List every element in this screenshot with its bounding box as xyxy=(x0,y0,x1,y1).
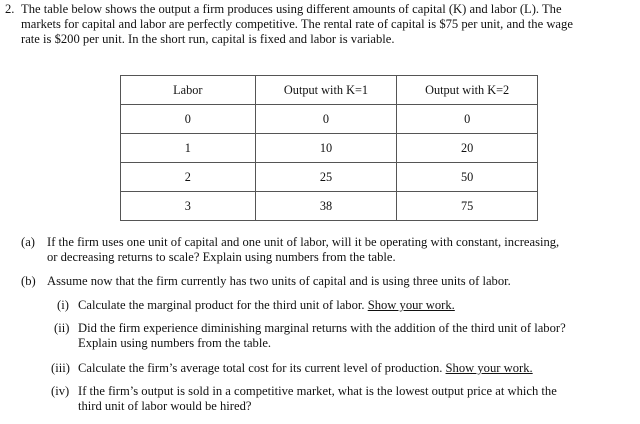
cell-output-k1: 10 xyxy=(255,134,397,163)
output-table xyxy=(120,75,538,221)
part-a-line: or decreasing returns to scale? Explain using numbers from the table. xyxy=(47,250,396,264)
cell-labor: 0 xyxy=(121,105,256,134)
subpart-i-label: (i) xyxy=(57,298,69,312)
subpart-iii-question: Calculate the firm’s average total cost for its current level of production. xyxy=(78,361,443,375)
question-number: 2. xyxy=(5,2,15,16)
header-labor: Labor xyxy=(121,76,256,105)
cell-output-k1: 0 xyxy=(255,105,397,134)
subpart-i-emphasis: Show your work. xyxy=(367,298,455,312)
cell-labor: 1 xyxy=(121,134,256,163)
part-b-label: (b) xyxy=(21,274,36,288)
subpart-iii-text xyxy=(78,361,533,376)
subpart-iv-text xyxy=(78,384,557,414)
table-header-row xyxy=(121,76,538,105)
table-row xyxy=(121,105,538,134)
part-a-line: If the firm uses one unit of capital and one unit of labor, will it be operating with constant, increasing, xyxy=(47,235,560,249)
part-b-text xyxy=(47,274,511,289)
question-intro xyxy=(21,2,637,47)
header-output-k2: Output with K=2 xyxy=(397,76,538,105)
cell-labor: 2 xyxy=(121,163,256,192)
cell-output-k2: 0 xyxy=(397,105,538,134)
cell-output-k2: 20 xyxy=(397,134,538,163)
subpart-i-text xyxy=(78,298,455,313)
part-a-text xyxy=(47,235,559,265)
subpart-iii-emphasis: Show your work. xyxy=(445,361,533,375)
intro-line: rate is $200 per unit. In the short run, capital is fixed and labor is variable. xyxy=(21,32,395,46)
cell-output-k2: 50 xyxy=(397,163,538,192)
subpart-ii-label: (ii) xyxy=(54,321,70,335)
subpart-ii-line: Did the firm experience diminishing marginal returns with the addition of the third unit of labor? xyxy=(78,321,566,335)
table-row xyxy=(121,134,538,163)
intro-line: markets for capital and labor are perfectly competitive. The rental rate of capital is $75 per unit, and the wage xyxy=(21,17,573,31)
subpart-iv-label: (iv) xyxy=(51,384,70,398)
header-output-k1: Output with K=1 xyxy=(255,76,397,105)
cell-labor: 3 xyxy=(121,192,256,221)
table-row xyxy=(121,192,538,221)
part-a-label: (a) xyxy=(21,235,35,249)
cell-output-k2: 75 xyxy=(397,192,538,221)
subpart-iv-line: If the firm’s output is sold in a competitive market, what is the lowest output price at which the xyxy=(78,384,557,398)
part-b-line: Assume now that the firm currently has two units of capital and is using three units of labor. xyxy=(47,274,511,288)
intro-line: The table below shows the output a firm produces using different amounts of capital (K) and labor (L). The xyxy=(21,2,562,16)
subpart-ii-text xyxy=(78,321,566,351)
subpart-iv-line: third unit of labor would be hired? xyxy=(78,399,252,413)
subpart-i-question: Calculate the marginal product for the third unit of labor. xyxy=(78,298,365,312)
cell-output-k1: 38 xyxy=(255,192,397,221)
subpart-iii-label: (iii) xyxy=(51,361,70,375)
cell-output-k1: 25 xyxy=(255,163,397,192)
table-row xyxy=(121,163,538,192)
subpart-ii-line: Explain using numbers from the table. xyxy=(78,336,272,350)
